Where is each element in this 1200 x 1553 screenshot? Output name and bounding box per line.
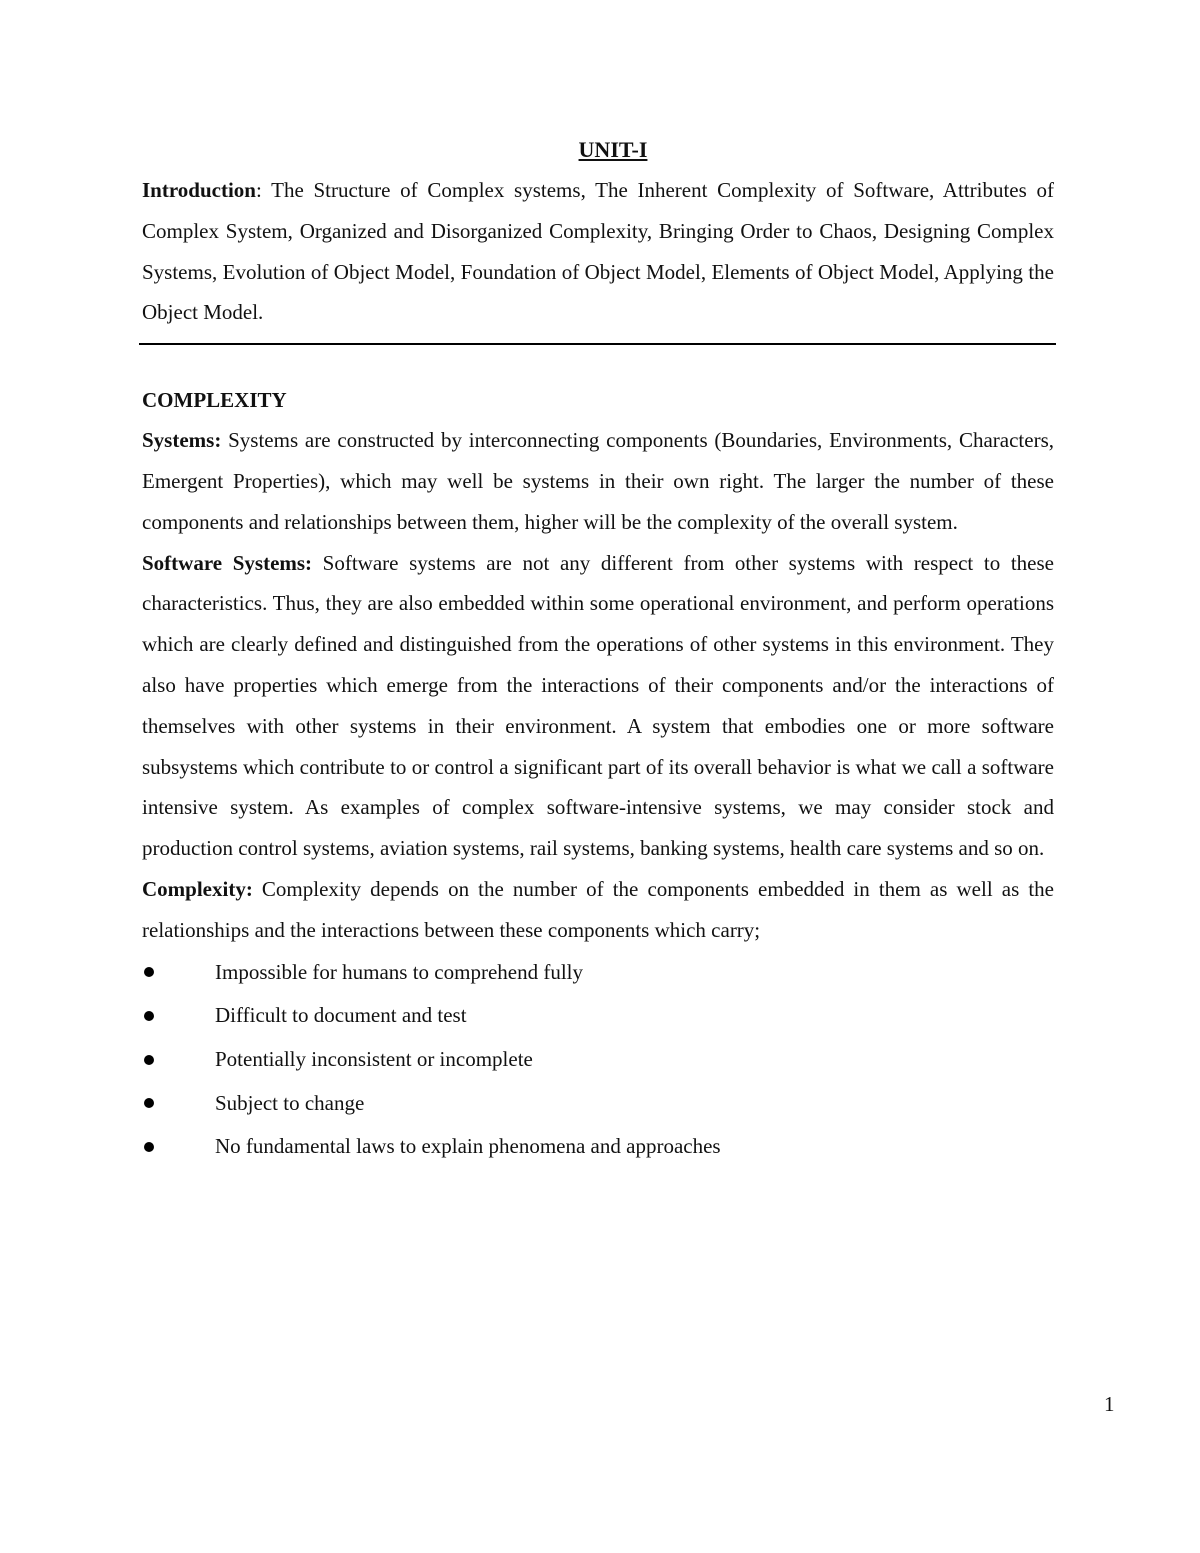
introduction-label: Introduction [142,178,256,202]
software-systems-text: Software systems are not any different from other systems with respect to these characteristics. Thus, they are also embedded within some operational environment, and perform operations which are clearly defined and distinguished from the operations of other systems in this environment. They also have properties which emerge from the interactions of their components and/or the interactions of themselves with other systems in their environment. A system that embodies one or more software subsystems which contribute to or control a significant part of its overall behavior is what we call a software intensive system. As examples of complex software-intensive systems, we may consider stock and production control systems, aviation systems, rail systems, banking systems, health care systems and so on. [142,550,1054,861]
bullet-icon [144,1011,154,1021]
list-item [142,1038,1054,1082]
list-item-text: Impossible for humans to comprehend fully [215,959,584,984]
bullet-icon [144,1142,154,1152]
systems-paragraph [142,420,1054,542]
list-item-text: Difficult to document and test [215,1003,467,1028]
introduction-paragraph [142,170,1054,333]
list-item [142,951,1054,995]
list-item-text: No fundamental laws to explain phenomena and approaches [215,1134,721,1159]
complexity-label: Complexity: [142,876,253,901]
unit-title: UNIT-I [578,137,648,162]
list-item [142,1081,1054,1125]
page-number: 1 [1104,1392,1115,1416]
page-content [142,130,1054,1169]
list-item [142,1125,1054,1169]
systems-label: Systems: [142,428,222,453]
horizontal-divider [139,343,1056,345]
introduction-text: : The Structure of Complex systems, The Inherent Complexity of Software, Attributes of Complex System, Organized and Disorganized Complexity, Bringing Order to Chaos, Designing Complex Systems, Evolution of Object Model, Foundation of Object Model, Elements of Object Model, Applying the Object Model. [142,178,1054,325]
complexity-paragraph [142,869,1054,951]
section-heading-complexity: COMPLEXITY [142,388,287,413]
complexity-bullet-list [142,951,1054,1169]
systems-text: Systems are constructed by interconnecting components (Boundaries, Environments, Characters, Emergent Properties), which may well be systems in their own right. The larger the number of these components and relationships between them, higher will be the complexity of the overall system. [142,428,1054,534]
bullet-icon [144,967,154,977]
software-systems-label: Software Systems: [142,550,313,575]
software-systems-paragraph [142,543,1054,869]
complexity-text: Complexity depends on the number of the components embedded in them as well as the relationships and the interactions between these components which carry; [142,876,1054,942]
list-item-text: Potentially inconsistent or incomplete [215,1047,533,1072]
list-item-text: Subject to change [215,1090,365,1115]
bullet-icon [144,1055,154,1065]
list-item [142,994,1054,1038]
bullet-icon [144,1098,154,1108]
